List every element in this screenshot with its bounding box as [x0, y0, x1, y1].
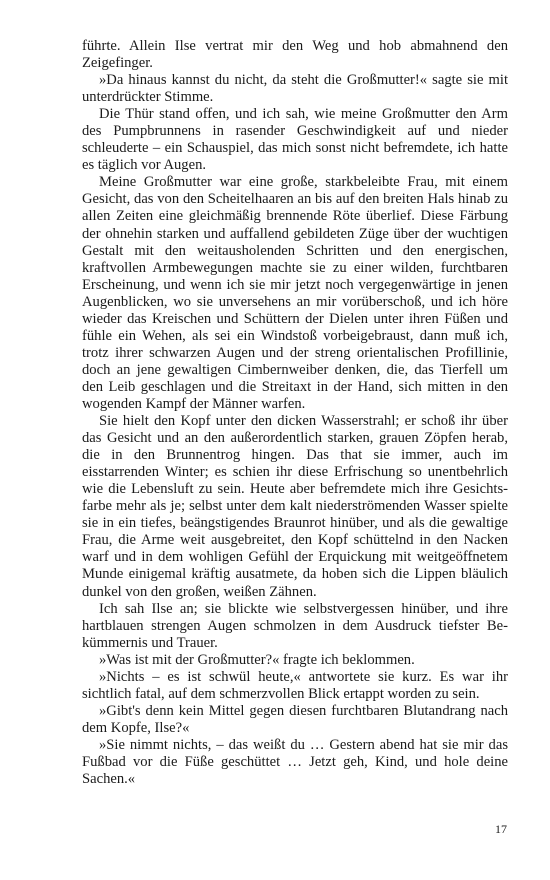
paragraph: Meine Großmutter war eine große, starkbeleibte Frau, mit einem Gesicht, das von den Scheitelhaaren an bis auf den breiten Hals hinab zu allen Zeiten eine gleichmäßig brennende Röte überlief. Diese Färbung der ohnehin starken und auffallend gebildeten Züge über der wuchtigen Gestalt mit den weitausholenden Schritten und den energischen, kraftvollen Armbewegungen machte sie zu einer wilden, furchtbaren Erscheinung, und wenn ich sie mir jetzt noch vergegenwärtige in jenen Augenblicken, wo sie unversehens an mir vorüberschoß, und ich höre wieder das Kreischen und Schüttern der Dielen unter ihren Füßen und fühle ein Wehen, als sei ein Windstoß vorbeigebraust, dann muß ich, trotz ihrer schwarzen Augen und der streng orientalischen Profillinie, doch an jene gewaltigen Cimbernweiber denken, die, das Tierfell um den Leib geschlagen und die Streitaxt in der Hand, sich mitten in den wogenden Kampf der Männer warfen. [82, 174, 508, 412]
paragraph: Sie hielt den Kopf unter den dicken Wasserstrahl; er schoß ihr über das Gesicht und an den außerordentlich starken, grauen Zöpfen herab, die in den Brunnentrog hingen. Das that sie immer, auch im eisstarrenden Winter; es schien ihr diese Erfrischung so unentbehrlich wie die Lebensluft zu sein. Heute aber befremdete mich ihre Gesichtsfarbe mehr als je; selbst unter dem kalt niederströmenden Wasser spielte sie in ein tiefes, beängstigendes Braunrot hinüber, und als die gewaltige Frau, die Arme weit ausgebreitet, den Kopf schüttelnd in den Nacken warf und in dem wohligen Gefühl der Erquickung mit weitgeöffnetem Munde einigemal kräftig ausatmete, da hoben sich die Lippen bläulich dunkel von den großen, weißen Zähnen. [82, 413, 508, 600]
paragraph: Ich sah Ilse an; sie blickte wie selbstvergessen hinüber, und ihre hartblauen strengen Augen schmolzen in dem Ausdruck tiefster Bekümmernis und Trauer. [82, 600, 508, 651]
paragraph: Die Thür stand offen, und ich sah, wie meine Großmutter den Arm des Pumpbrunnens in rasender Geschwindigkeit auf und nieder schleuderte – ein Schauspiel, das mich sonst nicht befremdete, ich hatte es täglich vor Augen. [82, 106, 508, 174]
paragraph: führte. Allein Ilse vertrat mir den Weg und hob abmahnend den Zeigefinger. [82, 38, 508, 72]
page-text [82, 38, 508, 788]
paragraph: »Nichts – es ist schwül heute,« antwortete sie kurz. Es war ihr sichtlich fatal, auf dem schmerzvollen Blick ertappt worden zu sein. [82, 668, 508, 702]
paragraph: »Was ist mit der Großmutter?« fragte ich beklommen. [99, 651, 415, 668]
paragraph: »Gibt's denn kein Mittel gegen diesen furchtbaren Blutandrang nach dem Kopfe, Ilse?« [82, 702, 508, 736]
page-number: 17 [495, 822, 507, 836]
paragraph: »Da hinaus kannst du nicht, da steht die Großmutter!« sagte sie mit unterdrückter Stimme. [82, 72, 508, 106]
paragraph: »Sie nimmt nichts, – das weißt du … Gestern abend hat sie mir das Fußbad vor die Füße geschüttet … Jetzt geh, Kind, und hole deine Sachen.« [82, 736, 508, 788]
